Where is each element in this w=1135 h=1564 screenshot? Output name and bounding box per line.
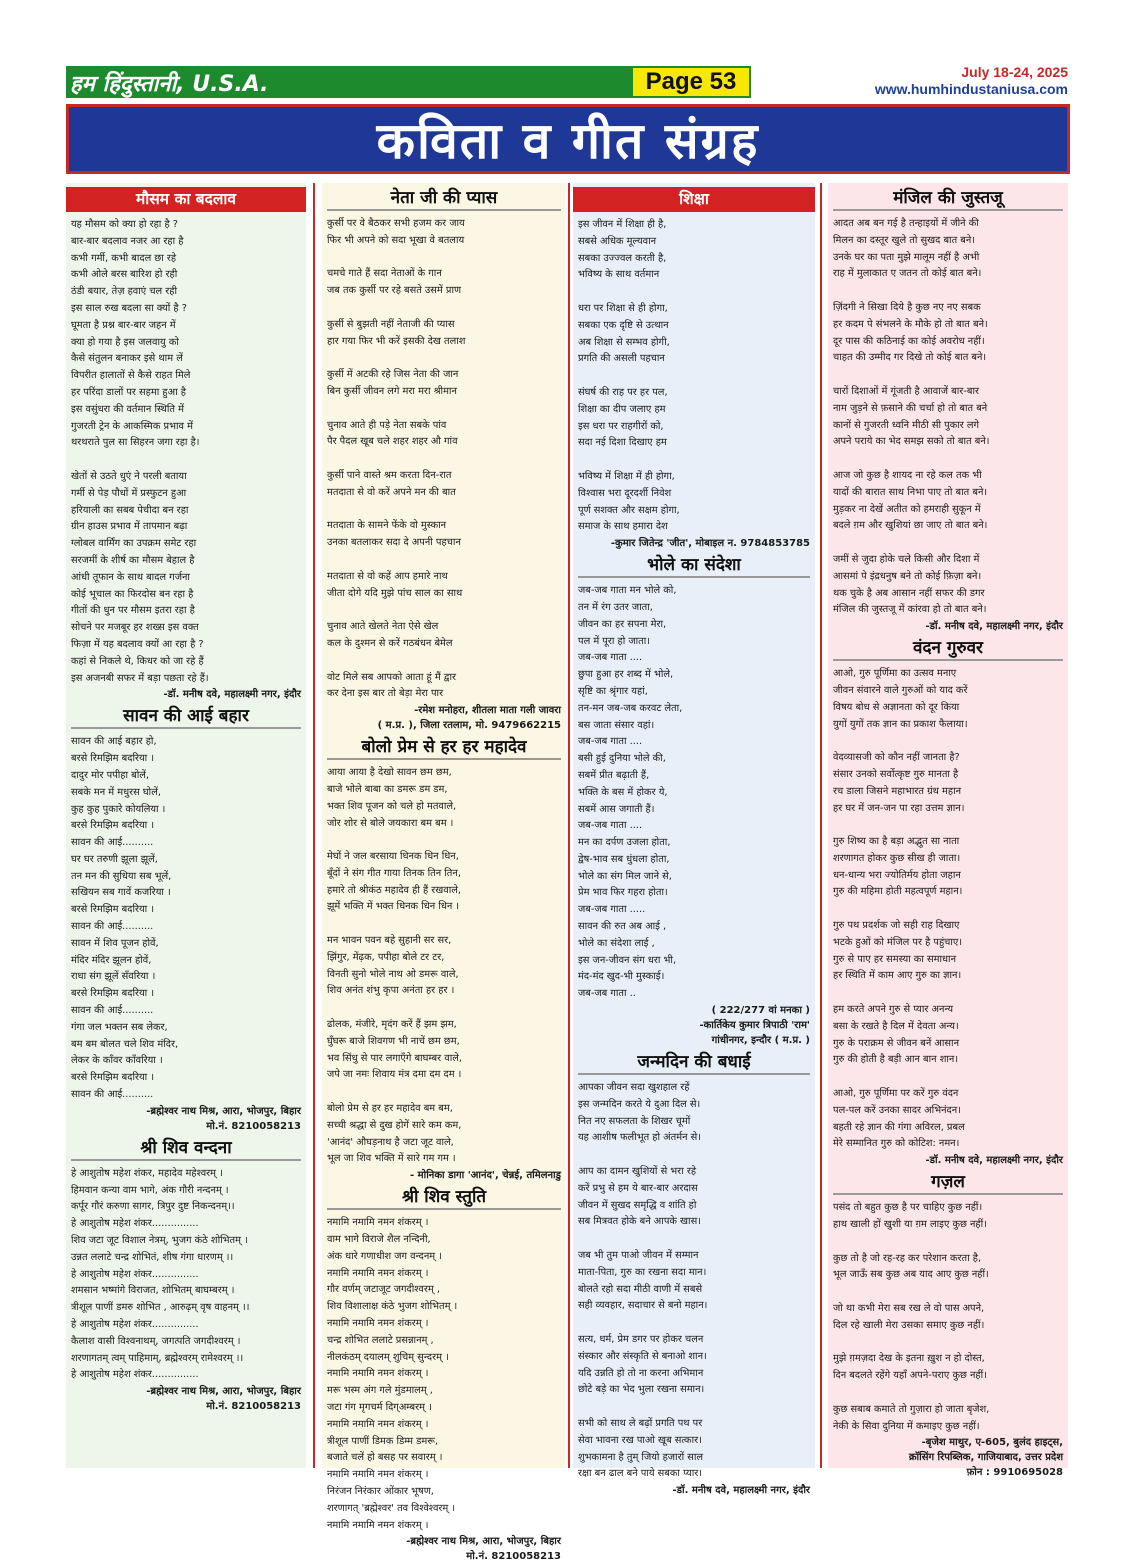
column-3 <box>573 183 815 1497</box>
poem-title: श्री शिव वन्दना <box>71 1137 301 1161</box>
poem-author: -डॉ. मनीष दवे, महालक्ष्मी नगर, इंदौर <box>163 689 301 701</box>
poem-author: -कुमार जितेन्द्र 'जीत', मोबाइल न. 9784853785 <box>610 538 810 550</box>
poem-text: इस जीवन में शिक्षा ही है, सबसे अधिक मूल्यवान सबका उज्ज्वल करती है, भविष्य के साथ वर्तमान धरा पर शिक्षा से ही होगा, सबका एक दृष्टि से उत्थान अब शिक्षा से सम्भव होगी, प्रगति की असली पहचान संघर्ष की राह पर हर पल, शिक्षा का दीप जलाए हम इस धरा पर राहगीरों को, सदा नई दिशा दिखाए हम भविष्य में शिक्षा में ही होगा, विश्वास भरा दूरदर्शी निवेश पूर्ण सशक्त और सक्षम होगा, समाज के साथ हमारा देश <box>578 219 680 533</box>
poem-text: आया आया है देखो सावन छम छम, बाजे भोले बाबा का डमरू डम डम, भक्त शिव पूजन को चले हो मतवाले, जोर शोर से बोले जयकारा बम बम । मेघों ने जल बरसाया धिनक धिन धिन, बूँदों ने संग गीत गाया तिनक तिन तिन, हमारे तो श्रीकंठ महादेव ही हैं रखवाले, झूमें भक्ति में भक्त धिनक धिन धिन । मन भावन पवन बहे सुहानी सर सर, झिंगुर, मेंढ़क, पपीहा बोले टर टर, विनती सुनो भोले नाथ ओ डमरू वाले, शिव अनंत शंभु कृपा अनंता हर हर । ढोलक, मंजीरे, मृदंग करें हैं झम झम, घुँघरू बाजे शिवगण भी नाचें छम छम, भव सिंधु से पार लगाएँगे बाघम्बर वाले, जपे जा नमः शिवाय मंत्र दमा दम दम । बोलो प्रेम से हर हर महादेव बम बम, सच्ची श्रद्धा से दुख होगें सारे कम कम, 'आनंद' औघड़नाथ है जटा जूट वाले, भूल जा शिव भक्ति में सारे गम गम । <box>327 767 463 1165</box>
poem-title: शिक्षा <box>573 187 815 212</box>
poem-text: जब-जब गाता मन भोले को, तन में रंग उतर जाता, जीवन का हर सपना मेरा, पल में पूरा हो जाता। जब-जब गाता .... छुपा हुआ हर शब्द में भोले, सृष्टि का श्रृंगार यहां, तन-मन जब-जब करवट लेता, बस जाता संसार वहां। जब-जब गाता .... बसी हुई दुनिया भोले की, सबमें प्रीत बढ़ाती हैं, भक्ति के बस में होकर ये, सबमें आस जगाती हैं। जब-जब गाता .... मन का दर्पण उजला होता, द्वेष-भाव सब धुंधला होता, भोले का संग मिल जाने से, प्रेम भाव फिर गहरा होता। जब-जब गाता ..... सावन की रुत अब आई , भोले का संदेशा लाई , इस जन-जीवन संग धरा भी, मंद-मंद खुद-भी मुस्काई। जब-जब गाता .. <box>578 585 683 1000</box>
poem-author: -ब्रह्मेश्वर नाथ मिश्र, आरा, भोजपुर, बिहार मो.नं. 8210058213 <box>146 1105 301 1132</box>
poem-title: मंजिल की जुस्तजू <box>833 187 1063 211</box>
poem-text: कुर्सी पर वे बैठकर सभी हजम कर जाय फिर भी अपने को सदा भूखा वे बतलाय चमचे गाते हैं सदा नेताओं के गान जब तक कुर्सी पर रहे बसते उसमें प्राण कुर्सी से बुझती नहीं नेताजी की प्यास हार गया फिर भी करें इसकी देख तलाश कुर्सी में अटकी रहे जिस नेता की जान बिन कुर्सी जीवन लगे मरा मरा श्रीमान चुनाव आते ही पड़े नेता सबके पांव पैर पैदल खूब चले शहर शहर औ गांव कुर्सी पाने वास्ते श्रम करता दिन-रात मतदाता से वो करें अपने मन की बात मतदाता के सामने फेंके वो मुस्कान उनका बतलाकर सदा दे अपनी पहचान मतदाता से वो कहें आप हमारे नाथ जीता दोगे यदि मुझे पांच साल का साथ चुनाव आते खेलते नेता ऐसे खेल कल के दुश्मन से करें गठबंधन बेमेल वोट मिले सब आपको आता हूं मैं द्वार कर देना इस बार तो बेड़ा मेरा पार <box>327 218 466 700</box>
poem-author: -रमेश मनोहरा, शीतला माता गली जावरा ( म.प्र. ), जिला रतलाम, मो. 9479662215 <box>377 705 561 732</box>
newspaper-name: हम हिंदुस्तानी, U.S.A. <box>70 72 269 97</box>
column-2 <box>322 183 566 1563</box>
website-link[interactable]: www.humhindustaniusa.com <box>874 81 1068 97</box>
section-banner <box>66 104 1070 174</box>
page-number: Page 53 <box>631 66 751 98</box>
section-title: कविता व गीत संग्रह <box>376 112 760 170</box>
poem-title: जन्मदिन की बधाई <box>578 1051 810 1075</box>
masthead <box>66 66 1070 98</box>
poem-text: सावन की आई बहार हो, बरसे रिमझिम बदरिया । दादुर मोर पपीहा बोलें, सबके मन में मधुरस घोलें, कुह कुह पुकारे कोयलिया । बरसे रिमझिम बदरिया । सावन की आई.......... घर घर तरुणी झूला झूलें, तन मन की सुधिया सब भूलें, सखियन सब गावें कजरिया । बरसे रिमझिम बदरिया । सावन की आई.......... सावन में शिव पूजन होवें, मंदिर मंदिर झूलन होवें, राधा संग झूलें सँवरिया । बरसे रिमझिम बदरिया । सावन की आई.......... गंगा जल भक्तन सब लेकर, बम बम बोलत चले शिव मंदिर, लेकर के काँवर काँवरिया । बरसे रिमझिम बदरिया । सावन की आई.......... <box>71 736 179 1101</box>
poem-author: -ब्रह्मेश्वर नाथ मिश्र, आरा, भोजपुर, बिहार मो.नं. 8210058213 <box>406 1536 561 1563</box>
column-4 <box>828 183 1068 1479</box>
issue-date: July 18-24, 2025 <box>961 64 1068 80</box>
poem-text: हे आशुतोष महेश शंकर, महादेव महेश्वरम् । हिमवान कन्या वाम भागे, अंक गौरी नन्दनम् । कर्पूर गौरं करुणा सागर, त्रिपुर दुष्ट निकन्दनम्।। हे आशुतोष महेश शंकर............... शिव जटा जूट विशाल नेत्रम्, भुजग कंठे शोभितम् । उन्नत ललाटे चन्द्र शोभितं, शीष गंगा धारणम् ।। हे आशुतोष महेश शंकर............... शमसान भष्मांगे विराजत, शोभितम् बाघम्बरम् । त्रीशूल पाणीं डमरु शोभित , आरुढ़म् वृष वाहनम् ।। हे आशुतोष महेश शंकर............... कैलाश वासी विश्वनाथम्, जगत्पति जगदीश्वरम् । शरणागतम् त्वम् पाहिमाम्, ब्रह्मेश्वरम् रामेश्वरम् ।। हे आशुतोष महेश शंकर............... <box>71 1167 250 1381</box>
poem-text: यह मौसम को क्या हो रहा है ? बार-बार बदलाव नजर आ रहा है कभी गर्मी, कभी बादल छा रहे कभी ओले बरस बारिश हो रही ठंडी बयार, तेज़ हवाएं चल रही इस साल रुख बदला सा क्यों है ? घूमता है प्रश्न बार-बार जहन में क्या हो गया है इस जलवायु को कैसे संतुलन बनाकर इसे थाम लें विपरीत हालातों से कैसे राहत मिले हर परिंदा डालों पर सहमा हुआ है इस वसुंधरा की वर्तमान स्थिति में गुजरती ट्रेन के आकस्मिक प्रभाव में थरथराते पुल सा सिहरन जगा रहा है। खेतों से उठते धुएं ने परली बताया गर्मी से पेड़ पौधों में प्रस्फुटन हुआ हरियाली का सबब पेचीदा बन रहा ग्रीन हाउस प्रभाव में तापमान बढ़ा ग्लोबल वार्मिंग का उपक्रम समेट रहा सरजमीं के शीर्ष का मौसम बेहाल है आंधी तूफान के साथ बादल गर्जना कोई भूचाल का फिरदोस बन रहा है गीतों की धुन पर मौसम इतरा रहा है सोचने पर मजबूर हर शख्स इस वक्त फिज़ा में यह बदलाव क्यों आ रहा है ? कहां से निकले थे, किधर को जा रहे हैं इस अजनबी सफर में बड़ा पछता रहे हैं। <box>71 219 209 684</box>
column-divider <box>820 183 822 1468</box>
poem-title: भोले का संदेशा <box>578 554 810 578</box>
poem-author: -डॉ. मनीष दवे, महालक्ष्मी नगर, इंदौर <box>925 1155 1063 1167</box>
poem-title: श्री शिव स्तुति <box>327 1186 561 1210</box>
poem-author: -डॉ. मनीष दवे, महालक्ष्मी नगर, इंदौर <box>672 1485 810 1497</box>
poem-text: आओ, गुरु पूर्णिमा का उत्सव मनाए जीवन संवारने वाले गुरुओं को याद करें विषय बोध से अज्ञानता को दूर किया युगों युगों तक ज्ञान का प्रकाश फैलाया। वेदव्यासजी को कौन नहीं जानता है? संसार उनको सर्वोत्कृष्ट गुरु मानता है रच डाला जिसने महाभारत ग्रंथ महान हर घर में जन-जन पा रहा उत्तम ज्ञान। गुरु शिष्य का है बड़ा अद्भुत सा नाता शरणागत होकर कुछ सीख ही जाता। धन-धान्य भरा ज्योतिर्मय होता जहान गुरु की महिमा होती महत्वपूर्ण महान। गुरु पथ प्रदर्शक जो सही राह दिखाए भटके हुओं को मंजिल पर है पहुंचाए। गुरु से पाए हर समस्या का समाधान हर स्थिति में काम आए गुरु का ज्ञान। हम करते अपने गुरु से प्यार अनन्य बसा के रखते है दिल में देवता अन्य। गुरु के पराक्रम से जीवन बनें आसान गुरु की होती है बड़ी आन बान शान। आओ, गुरु पूर्णिमा पर करें गुरु वंदन पल-पल करें उनका सादर अभिनंदन। बहती रहे ज्ञान की गंगा अविरल, प्रबल मेरे सम्मानित गुरु को कोटिश: नमन। <box>833 668 968 1150</box>
poem-title: वंदन गुरुवर <box>833 637 1063 661</box>
poem-title: बोलो प्रेम से हर हर महादेव <box>327 736 561 760</box>
poem-author: -बृजेश माथुर, ए-605, बुलंद हाइट्स, क्रॉसिंग रिपब्लिक, गाजियाबाद, उत्तर प्रदेश फ़ोन : 9910695028 <box>908 1437 1063 1479</box>
column-divider <box>313 183 315 1468</box>
issue-date-block <box>875 64 1068 98</box>
poem-author: -डॉ. मनीष दवे, महालक्ष्मी नगर, इंदौर <box>925 621 1063 633</box>
poem-title: नेता जी की प्यास <box>327 187 561 211</box>
poem-title: सावन की आई बहार <box>71 705 301 729</box>
poem-text: नमामि नमामि नमन शंकरम् । वाम भागे विराजे शैल नन्दिनी, अंक धारे गणाधीश जग वन्दनम् । नमामि नमामि नमन शंकरम् । गौर वर्णम् जटाजूट जगदीश्वरम् , शिव विशालाक्ष कंठे भुजग शोभितम् । नमामि नमामि नमन शंकरम् । चन्द्र शोभित ललाटे प्रसन्नानम् , नीलकंठम् दयालम् शुचिम् सुन्दरम् । नमामि नमामि नमन शंकरम् । मरू भस्म अंग गले मुंडमालम् , जटा गंग मृगचर्म दिग्अम्बरम् । नमामि नमामि नमन शंकरम् । त्रीशूल पाणीं डिमक डिम्म डमरू, बजाते चलें हो बसह पर सवारम् । नमामि नमामि नमन शंकरम् । निरंजन निरंकार ओंकार भूषण, शरणागत् 'ब्रह्मेश्वर' तव विश्वेश्वरम् । नमामि नमामि नमन शंकरम् । <box>327 1217 458 1531</box>
poem-author: -ब्रह्मेश्वर नाथ मिश्र, आरा, भोजपुर, बिहार मो.नं. 8210058213 <box>146 1386 301 1413</box>
poem-author: ( 222/277 वां मनका ) -कार्तिकेय कुमार त्रिपाठी 'राम' गांधीनगर, इन्दौर ( म.प्र. ) <box>699 1005 810 1047</box>
masthead-band <box>66 66 686 98</box>
poem-text: पसंद तो बहुत कुछ है पर चाहिए कुछ नहीं। हाथ खाली हों खुशी या ग़म लाइए कुछ नहीं। कुछ तो है जो रह-रह कर परेशान करता है, भूल जाऊँ सब कुछ अब याद आए कुछ नहीं। जो था कभी मेरा सब रख ले वो पास अपने, दिल रहे खाली मेरा उसका समाए कुछ नहीं। मुझे ग़मज़दा देख के इतना ख़ुश न हो दोस्त, दिन बदलते रहेंगे यहाँ अपने-पराए कुछ नहीं। कुछ सबाब कमाते तो गुज़ारा हो जाता बृजेश, नेकी के सिवा दुनिया में कमाइए कुछ नहीं। <box>833 1202 990 1432</box>
column-divider <box>568 183 570 1468</box>
poem-title: मौसम का बदलाव <box>66 187 306 212</box>
column-1 <box>66 183 306 1468</box>
poem-text: आदत अब बन गई है तन्हाइयों में जीने की मिलन का दस्तूर खुले तो सुखद बात बने। उनके घर का पता मुझे मालूम नहीं है अभी राह में मुलाकात ए जतन तो कोई बात बने। ज़िंदगी ने सिखा दिये है कुछ नए नए सबक हर कदम पे संभलने के मौके हो तो बात बने। दूर पास की कठिनाई का कोई अवरोध नहीं। चाहत की उम्मीद गर दिखे तो कोई बात बने। चारों दिशाओं में गूंजती है आवाजें बार-बार नाम जुड़ने से फ़साने की चर्चा हो तो बात बने कानों से गुजरती ध्वनि मीठी सी पुकार लगे अपने पराये का भेद समझ सको तो बात बने। आज जो कुछ है शायद ना रहे कल तक भी यादों की बारात साथ निभा पाए तो बात बने। मुड़कर ना देखें अतीत को हमराही सुकून में बदले ग़म और खुशियां छा जाए तो बात बने। जमीं से जुदा होके चले किसी और दिशा में आसमां पे इंद्रधनुष बने तो कोई फ़िज़ा बने। थक चुके है अब आसान नहीं सफर की डगर मंजिल की जुस्तजू में कांरवा हो तो बात बने। <box>833 218 990 616</box>
poem-text: आपका जीवन सदा खुशहाल रहें इस जन्मदिन करते ये दुआ दिल से। नित नए सफलता के शिखर चूमों यह आशीष फलीभूत हो अंतर्मन से। आप का दामन खुशियों से भरा रहे करें प्रभु से हम ये बार-बार अरदास जीवन में सुखद समृद्धि व शांति हो सब मित्रवत होके बने आपके खास। जब भी तुम पाओ जीवन में सम्मान माता-पिता, गुरु का रखना सदा मान। बोलते रहो सदा मीठी वाणी में सबसे सही व्यवहार, सदाचार से बनो महान। सत्य, धर्म, प्रेम डगर पर होकर चलन संस्कार और संस्कृति से बनाओ शान। यदि उन्नति हो तो ना करना अभिमान छोटे बड़े का भेद भुला रखना समान। सभी को साथ ले बढ़ों प्रगति पथ पर सेवा भावना रख पाओ खूब सत्कार। शुभकामना है तुम् जियो हजारों साल रक्षा बन ढाल बने पाये सबका प्यार। <box>578 1082 708 1480</box>
poem-author: - मोनिका डागा 'आनंद', चेन्नई, तमिलनाडु <box>410 1170 561 1182</box>
poem-title: गज़ल <box>833 1171 1063 1195</box>
